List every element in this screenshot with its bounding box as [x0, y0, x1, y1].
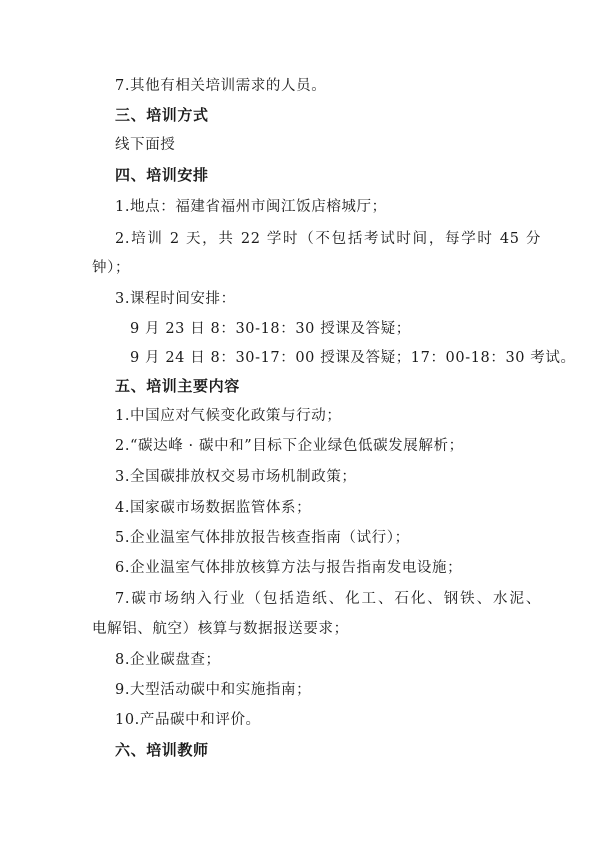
section-heading-training-method: 三、培训方式: [115, 106, 209, 124]
arrangement-location: 1.地点：福建省福州市闽江饭店榕城厅；: [115, 199, 387, 215]
schedule-day-1: 9 月 23 日 8：30-18：30 授课及答疑；: [130, 321, 411, 337]
item-other-personnel: 7.其他有相关培训需求的人员。: [115, 78, 327, 94]
arrangement-duration-line1: 2.培训 2 天，共 22 学时（不包括考试时间，每学时 45 分: [115, 231, 541, 247]
content-item-6: 6.企业温室气体排放核算方法与报告指南发电设施；: [115, 560, 463, 576]
content-item-10: 10.产品碳中和评价。: [115, 712, 261, 728]
content-item-7-line1: 7.碳市场纳入行业（包括造纸、化工、石化、钢铁、水泥、: [115, 591, 541, 607]
content-item-2: 2.“碳达峰 · 碳中和”目标下企业绿色低碳发展解析；: [115, 438, 464, 454]
content-item-5: 5.企业温室气体排放报告核查指南（试行）；: [115, 530, 410, 546]
section-heading-instructors: 六、培训教师: [115, 741, 209, 759]
content-item-4: 4.国家碳市场数据监管体系；: [115, 500, 312, 516]
training-method-text: 线下面授: [115, 137, 176, 153]
content-item-9: 9.大型活动碳中和实施指南；: [115, 682, 312, 698]
arrangement-schedule-label: 3.课程时间安排：: [115, 291, 236, 307]
schedule-day-2: 9 月 24 日 8：30-17：00 授课及答疑；17：00-18：30 考试。: [130, 350, 576, 366]
arrangement-duration-line2: 钟）；: [92, 260, 131, 276]
content-item-8: 8.企业碳盘查；: [115, 652, 221, 668]
section-heading-training-arrangement: 四、培训安排: [115, 166, 209, 184]
content-item-1: 1.中国应对气候变化政策与行动；: [115, 408, 342, 424]
content-item-3: 3.全国碳排放权交易市场机制政策；: [115, 469, 357, 485]
section-heading-main-content: 五、培训主要内容: [115, 377, 240, 395]
content-item-7-line2: 电解铝、航空）核算与数据报送要求；: [92, 621, 349, 637]
